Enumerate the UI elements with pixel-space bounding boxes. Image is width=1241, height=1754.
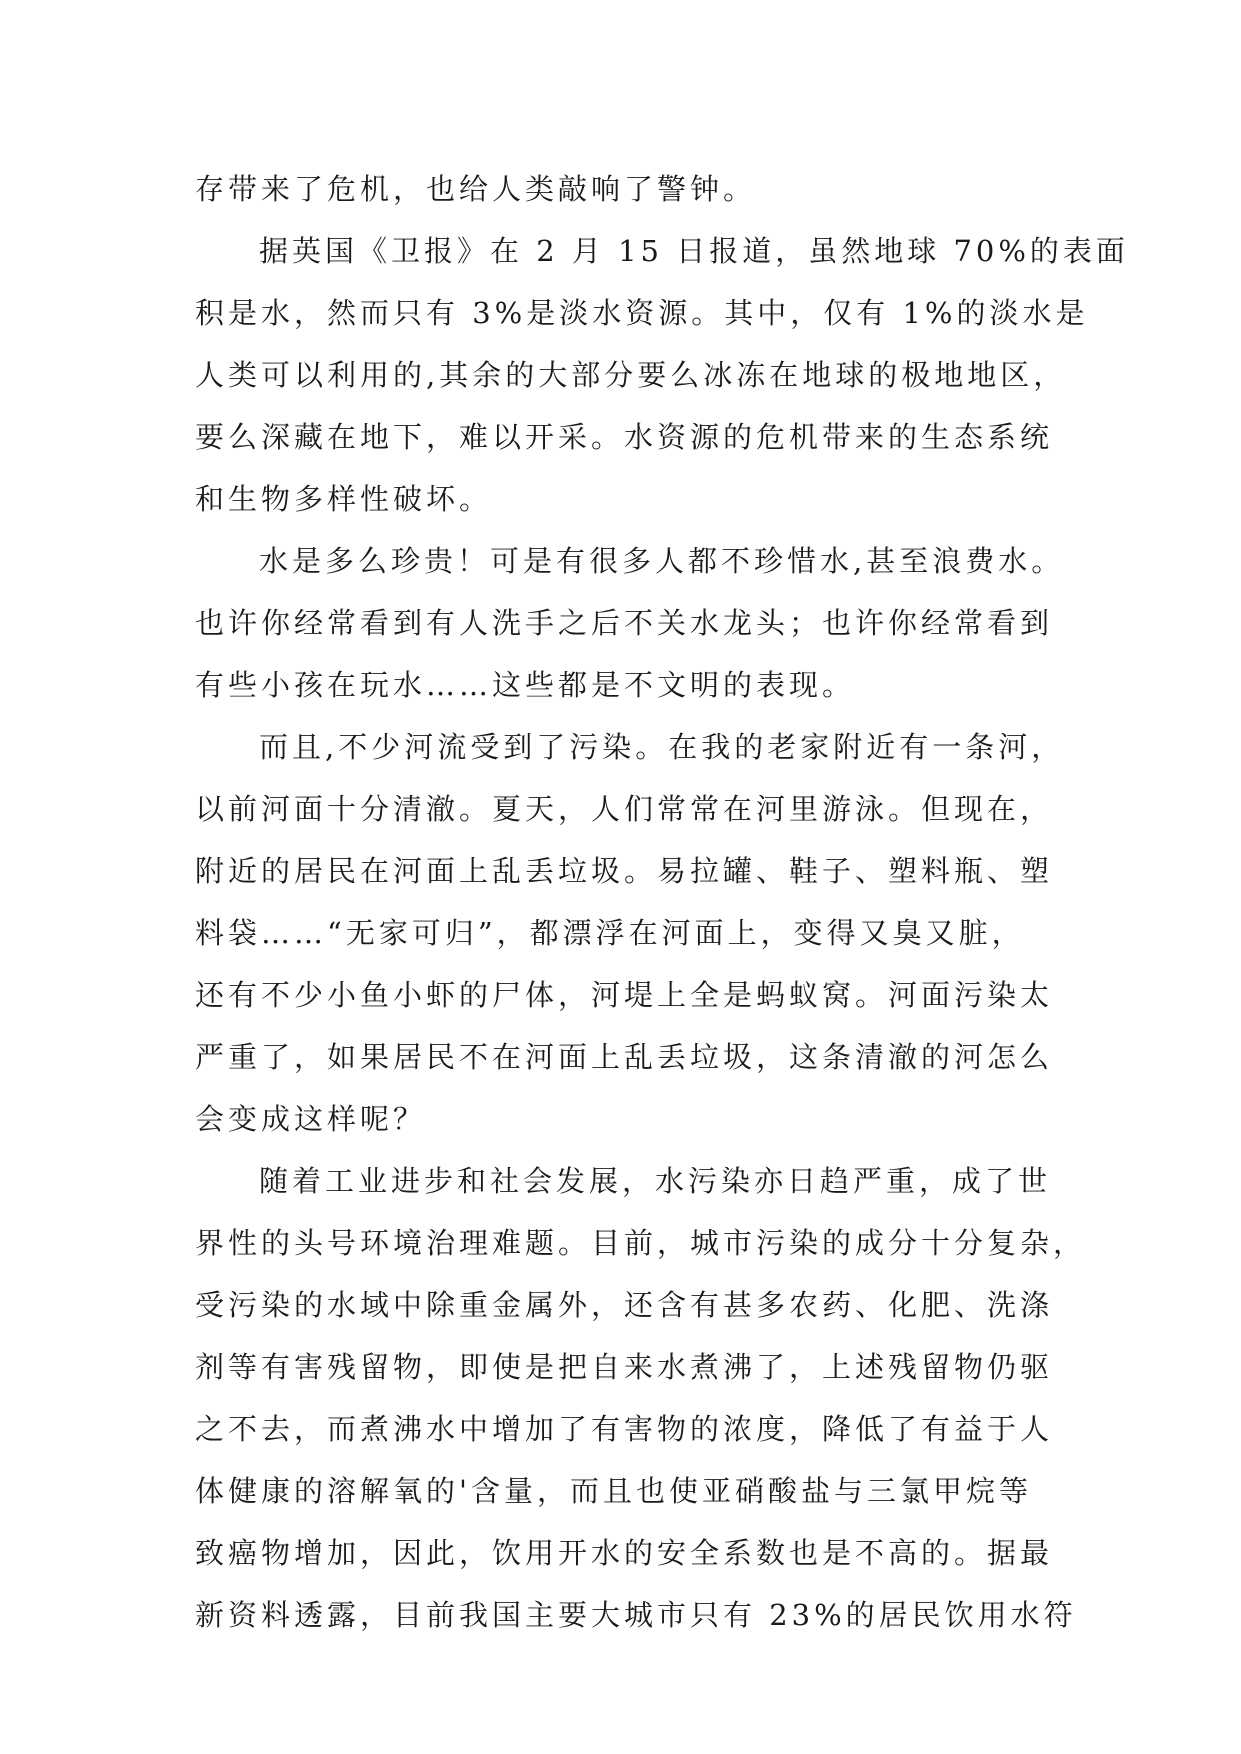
text-line: 和生物多样性破坏。: [195, 482, 493, 516]
text-line: 以前河面十分清澈。夏天，人们常常在河里游泳。但现在，: [195, 792, 1054, 826]
text-line: 致癌物增加，因此，饮用开水的安全系数也是不高的。据最: [195, 1536, 1054, 1570]
text-line: 料袋……“无家可归”，都漂浮在河面上，变得又臭又脏，: [195, 916, 1025, 950]
text-line: 会变成这样呢？: [195, 1102, 427, 1136]
text-line: 界性的头号环境治理难题。目前，城市污染的成分十分复杂，: [195, 1226, 1087, 1260]
text-line: 存带来了危机，也给人类敲响了警钟。: [195, 172, 757, 206]
paragraph-first-line: 而且,不少河流受到了污染。在我的老家附近有一条河，: [259, 730, 1065, 764]
text-line: 新资料透露，目前我国主要大城市只有 23%的居民饮用水符: [195, 1598, 1077, 1632]
paragraph-first-line: 水是多么珍贵！可是有很多人都不珍惜水,甚至浪费水。: [259, 544, 1065, 578]
text-line: 有些小孩在玩水……这些都是不文明的表现。: [195, 668, 856, 702]
text-line: 严重了，如果居民不在河面上乱丢垃圾，这条清澈的河怎么: [195, 1040, 1054, 1074]
text-line: 积是水，然而只有 3%是淡水资源。其中，仅有 1%的淡水是: [195, 296, 1089, 330]
text-line: 受污染的水域中除重金属外，还含有甚多农药、化肥、洗涤: [195, 1288, 1054, 1322]
text-line: 剂等有害残留物，即使是把自来水煮沸了，上述残留物仍驱: [195, 1350, 1054, 1384]
paragraph-first-line: 随着工业进步和社会发展，水污染亦日趋严重，成了世: [259, 1164, 1052, 1198]
text-line: 要么深藏在地下，难以开采。水资源的危机带来的生态系统: [195, 420, 1054, 454]
text-line: 体健康的溶解氧的'含量，而且也使亚硝酸盐与三氯甲烷等: [195, 1474, 1032, 1508]
text-line: 之不去，而煮沸水中增加了有害物的浓度，降低了有益于人: [195, 1412, 1054, 1446]
text-line: 也许你经常看到有人洗手之后不关水龙头；也许你经常看到: [195, 606, 1054, 640]
text-line: 附近的居民在河面上乱丢垃圾。易拉罐、鞋子、塑料瓶、塑: [195, 854, 1054, 888]
paragraph-first-line: 据英国《卫报》在 2 月 15 日报道，虽然地球 70%的表面: [259, 234, 1129, 268]
text-line: 人类可以利用的,其余的大部分要么冰冻在地球的极地地区，: [195, 358, 1067, 392]
text-line: 还有不少小鱼小虾的尸体，河堤上全是蚂蚁窝。河面污染太: [195, 978, 1054, 1012]
essay-body: [195, 158, 1129, 1646]
